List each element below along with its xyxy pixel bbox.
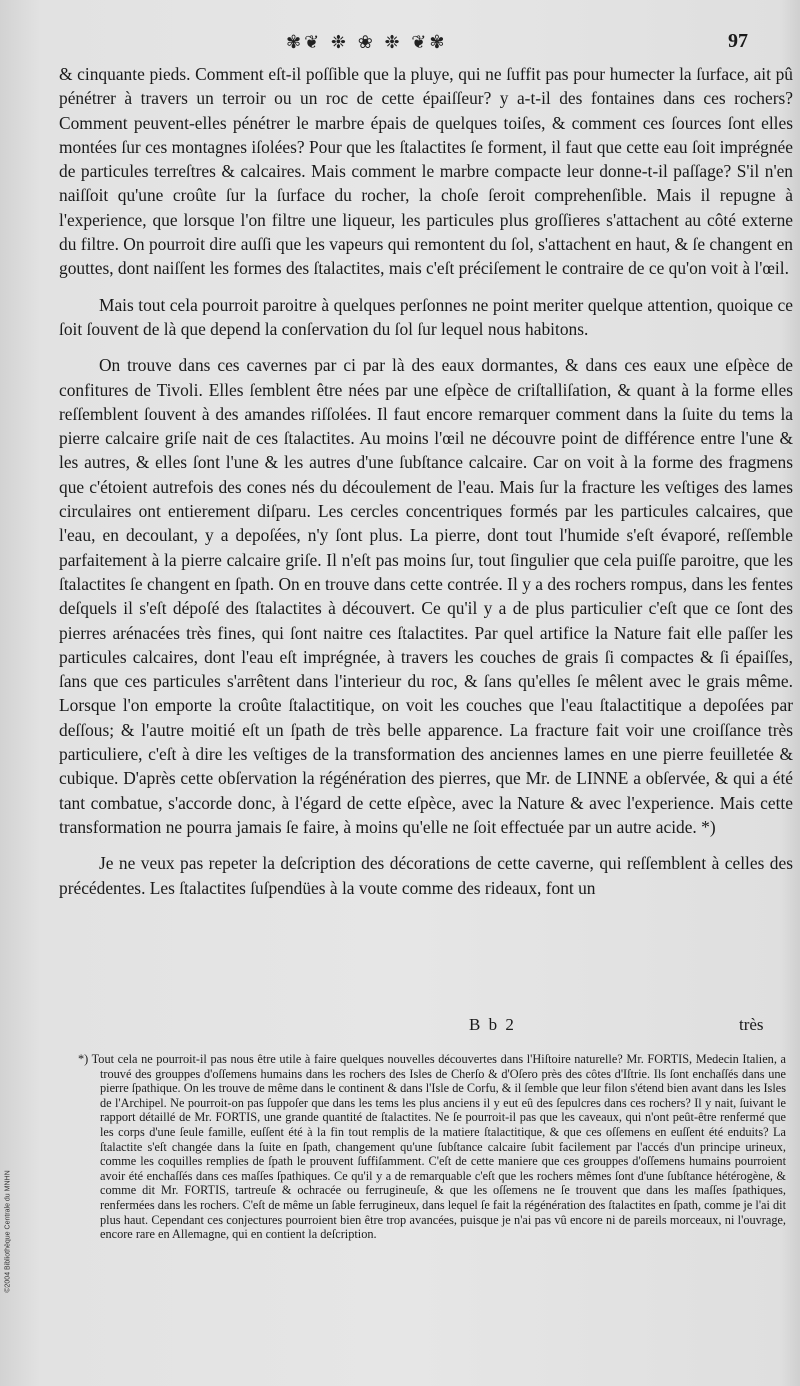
paragraph-1: & cinquante pieds. Comment eſt-il poſſible que la pluye, qui ne ſuffit pas pour humecter la ſurface, ait pû pénétrer à travers un terroir ou un roc de cette épaiſſeur? y a-t-il des fontaines dans ces rochers? Comment peuvent-elles pénétrer le marbre épais de quelques toiſes, & comment ces ſources ſont elles montées ſur ces montagnes iſolées? Pour que les ſtalactites ſe forment, il faut que cette eau ſoit imprégnée de particules terreſtres & calcaires. Mais comment le marbre compacte leur donne-t-il paſſage? S'il n'en naiſſoit qu'une croûte ſur la ſurface du rocher, la choſe ſeroit comprehenſible. Mais il repugne à l'experience, que lorsque l'on filtre une liqueur, les particules plus groſſieres s'attachent au côté externe du filtre. On pourroit dire auſſi que les vapeurs qui remontent du ſol, s'attachent en haut, & ſe changent en gouttes, dont naiſſent les formes des ſtalactites, mais c'eſt préciſement le contraire de ce qu'on voit à l'œil. — [59, 64, 793, 279]
footnote-text: *) Tout cela ne pourroit-il pas nous être utile à faire quelques nouvelles découvertes dans l'Hiſtoire naturelle? Mr. FORTIS, Medecin Italien, a trouvé des grouppes d'oſſemens humains dans les rochers des Isles de Cherſo & d'Oſero près des côtes d'Iſtrie. Ils ſont enchaſſés dans une pierre ſpathique. On les trouve de même dans le continent & dans l'Isle de Corfu, & il ſemble que leur filon s'étend bien avant dans les Isles de l'Archipel. Ne pourroit-on pas ſuppoſer que dans les tems les plus anciens il y eut eû des ſepulcres dans ces rochers? Il y nait, ſuivant le rapport détaillé de Mr. FORTIS, une grande quantité de ſtalactites. Ne ſe pourroit-il pas que les caveaux, qui n'ont peût-être renfermé que les corps d'une ſeule famille, euſſent été à la fin tout remplis de la matiere ſtalactitique, & que ces oſſemens en euſſent été enduits? La ſtalactite s'eſt changée dans la ſuite en ſpath, changement qu'une ſubſtance calcaire ſubit facilement par l'accés d'un principe urineux, comme les coquilles remplies de ſpath le prouvent ſuffiſamment. C'eſt de cette maniere que ces grouppes d'oſſemens humains pourroient avoir été enchaſſés dans ces maſſes ſpathiques. Ce qu'il y a de remarquable c'eſt que les rochers mêmes ſont d'une ſubſtance hétérogène, & comme dit Mr. FORTIS, tartreuſe & ochracée ou ferrugineuſe, & que les oſſemens ne ſe trouvent que dans les maſſes ſpathiques, renfermées dans les rochers. C'eſt de même un ſable ferrugineux, dans lequel ſe fait la régénération des ſtalactites en ſpath, comme je l'ai dit plus haut. Cependant ces conjectures pourroient bien être trop avancées, puisque je n'ai pas vû encore ni de pareils morceaux, ni l'ouvrage, encore rare en Allemagne, qui en contient la deſcription. — [78, 1052, 786, 1242]
header-ornament: ✾❦ ❉ ❀ ❉ ❦✾ — [286, 32, 448, 53]
page-header — [0, 28, 800, 58]
signature-mark: B b 2 — [469, 1015, 516, 1034]
body-text — [59, 62, 793, 900]
signature-line — [59, 1015, 793, 1037]
paragraph-4: Je ne veux pas repeter la deſcription des décorations de cette caverne, qui reſſemblent à celles des précédentes. Les ſtalactites ſuſpendües à la voute comme des rideaux, font un — [59, 853, 793, 898]
side-credit — [0, 1090, 14, 1380]
footnote — [78, 1052, 786, 1242]
catchword: très — [739, 1015, 764, 1034]
paragraph-2: Mais tout cela pourroit paroitre à quelques perſonnes ne point meriter quelque attention, quoique ce ſoit ſouvent de là que depend la conſervation du ſol ſur lequel nous habitons. — [59, 294, 793, 339]
paragraph-3: On trouve dans ces cavernes par ci par là des eaux dormantes, & dans ces eaux une eſpèce de confitures de Tivoli. Elles ſemblent être nées par une eſpèce de criſtalliſation, & quant à la forme elles reſſemblent ſouvent à des amandes riſſolées. Il faut encore remarquer comment dans la ſuite du tems la pierre calcaire griſe nait de ces ſtalactites. Au moins l'œil ne découvre point de différence entre l'une & les autres, & elles ſont l'une & les autres d'une ſubſtance calcaire. Car on voit à la forme des fragmens que c'étoient autrefois des cones nés du découlement de l'eau. Mais ſur la fracture les veſtiges des lames circulaires ont entierement diſparu. Les cercles concentriques formés par les particules calcaires, que l'eau, en decoulant, y a depoſées, n'y ſont plus. La pierre, dont tout l'humide s'eſt évaporé, reſſemble parfaitement à la pierre calcaire griſe. Il n'eſt pas moins ſur, tout ſingulier que cela puiſſe paroitre, que les ſtalactites ſe changent en ſpath. On en trouve dans cette contrée. Il y a des rochers rompus, dans les fentes deſquels il s'eſt dépoſé des ſtalactites à découvert. Ce qu'il y a de plus particulier c'eſt que ce ſont des pierres arénacées très fines, qui ſont naitre ces ſtalactites. Par quel artifice la Nature fait elle paſſer les particules calcaires, dont l'eau eſt imprégnée, à travers les couches de grais ſi compactes & ſi épaiſſes, ſans que ces particules s'arrêtent dans l'interieur du roc, & ſans qu'elles ſe mêlent avec le grais même. Lorsque l'on emporte la croûte ſtalactitique, on voit les couches que l'eau ſtalactitique a depoſées par deſſous; & l'autre moitié eſt un ſpath de très belle apparence. La fracture fait voir une croiſſance très particuliere, c'eſt à dire les veſtiges de la transformation des anciennes lames en une pierre feuilletée & cubique. D'après cette obſervation la régénération des pierres, que Mr. de LINNE a obſervée, & qui a été tant combatue, s'accorde donc, à l'égard de cette eſpèce, avec la Nature & avec l'experience. Mais cette transformation ne pourra jamais ſe faire, à moins qu'elle ne ſoit effectuée par un autre acide. *) — [59, 355, 793, 837]
page-number: 97 — [728, 30, 748, 52]
library-credit: ©2004 Bibliothèque Centrale du MNHN — [4, 1170, 12, 1293]
